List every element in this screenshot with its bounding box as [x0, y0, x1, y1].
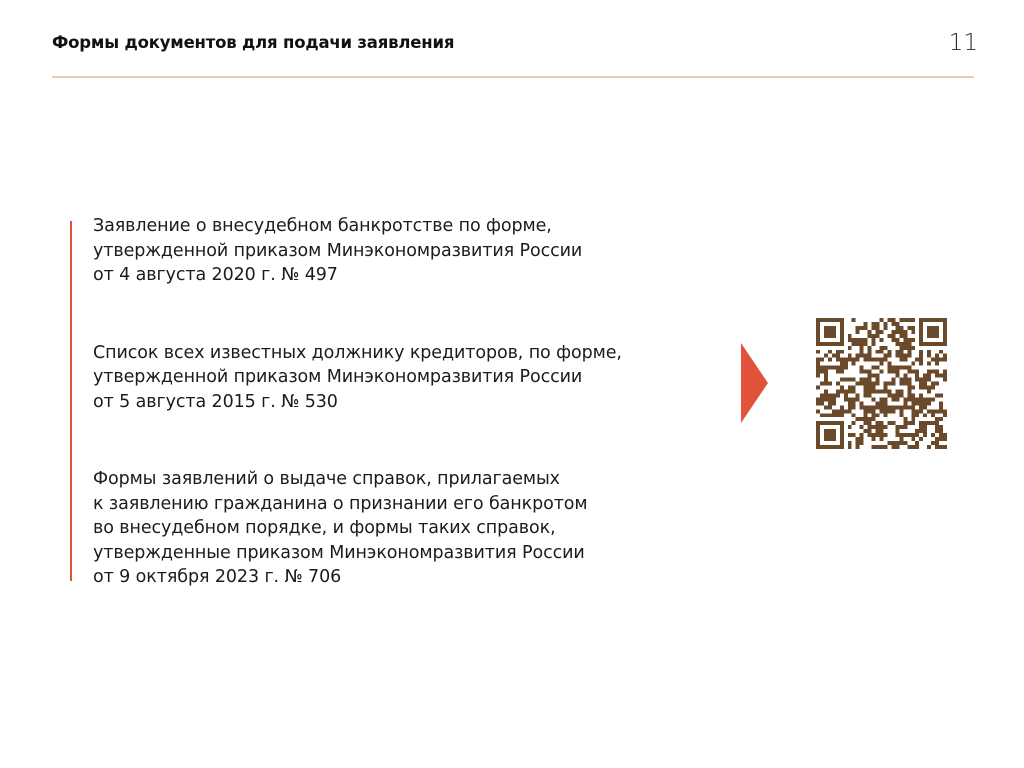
document-item-bankruptcy-application [93, 214, 723, 288]
document-item-certificate-forms [93, 467, 723, 590]
page-title: Формы документов для подачи заявления [52, 33, 455, 52]
document-list [93, 214, 723, 590]
document-text-line: от 4 августа 2020 г. № 497 [93, 265, 338, 285]
accent-bar [70, 221, 72, 581]
document-text-line: утвержденной приказом Минэкономразвития России [93, 367, 583, 387]
qr-code-icon[interactable] [816, 318, 947, 449]
page-number: 11 [948, 30, 978, 56]
arrow-right-icon [741, 343, 768, 423]
document-item-creditors-list [93, 341, 723, 415]
document-text-line: Заявление о внесудебном банкротстве по форме, [93, 216, 552, 236]
document-text-line: от 5 августа 2015 г. № 530 [93, 391, 338, 412]
document-text-line: Список всех известных должнику кредиторов, по форме, [93, 342, 622, 363]
document-text-line: утвержденной приказом Минэкономразвития России [93, 240, 583, 261]
header-divider [52, 76, 974, 78]
document-text-line: утвержденные приказом Минэкономразвития России [93, 542, 585, 563]
document-text-line: от 9 октября 2023 г. № 706 [93, 567, 342, 587]
document-text-line: к заявлению гражданина о признании его банкротом [93, 493, 588, 514]
document-text-line: во внесудебном порядке, и формы таких справок, [93, 518, 556, 538]
document-text-line: Формы заявлений о выдаче справок, прилагаемых [93, 469, 560, 489]
